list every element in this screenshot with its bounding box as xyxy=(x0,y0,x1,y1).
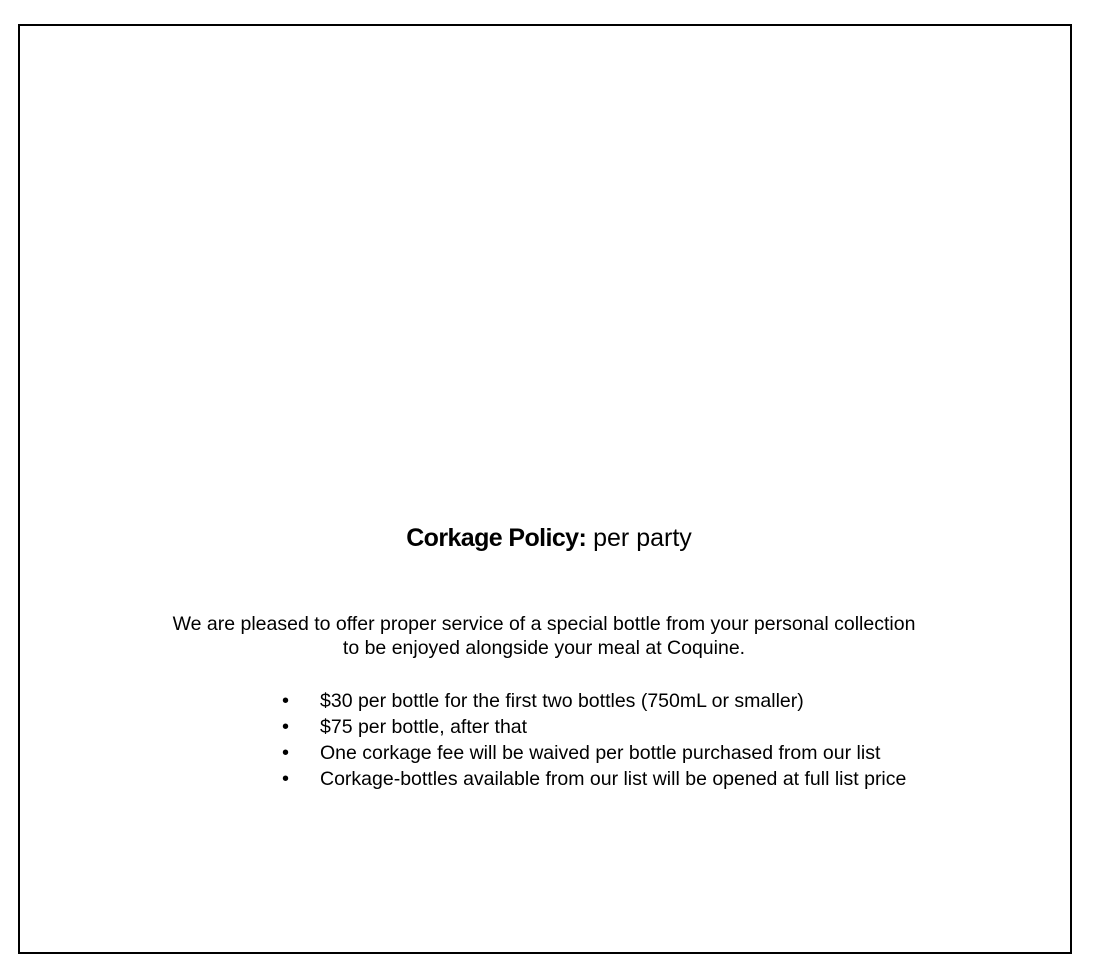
title-label: Corkage Policy: xyxy=(406,524,587,552)
policy-text: One corkage fee will be waived per bottle purchased from our list xyxy=(320,742,881,764)
policy-text: $75 per bottle, after that xyxy=(320,716,528,738)
bullet-icon: • xyxy=(282,716,290,738)
intro-line-1: We are pleased to offer proper service of a special bottle from your personal collection xyxy=(172,613,916,635)
intro-paragraph xyxy=(0,612,1088,660)
page-title xyxy=(0,522,1098,554)
bullet-icon: • xyxy=(282,768,290,790)
bullet-icon: • xyxy=(282,742,290,764)
title-suffix: per party xyxy=(586,524,692,552)
policy-text: Corkage-bottles available from our list will be opened at full list price xyxy=(320,768,907,790)
page-border xyxy=(18,24,1072,954)
bullet-icon: • xyxy=(282,690,290,712)
policy-text: $30 per bottle for the first two bottles (750mL or smaller) xyxy=(320,690,804,712)
intro-line-2: to be enjoyed alongside your meal at Coquine. xyxy=(342,637,746,659)
